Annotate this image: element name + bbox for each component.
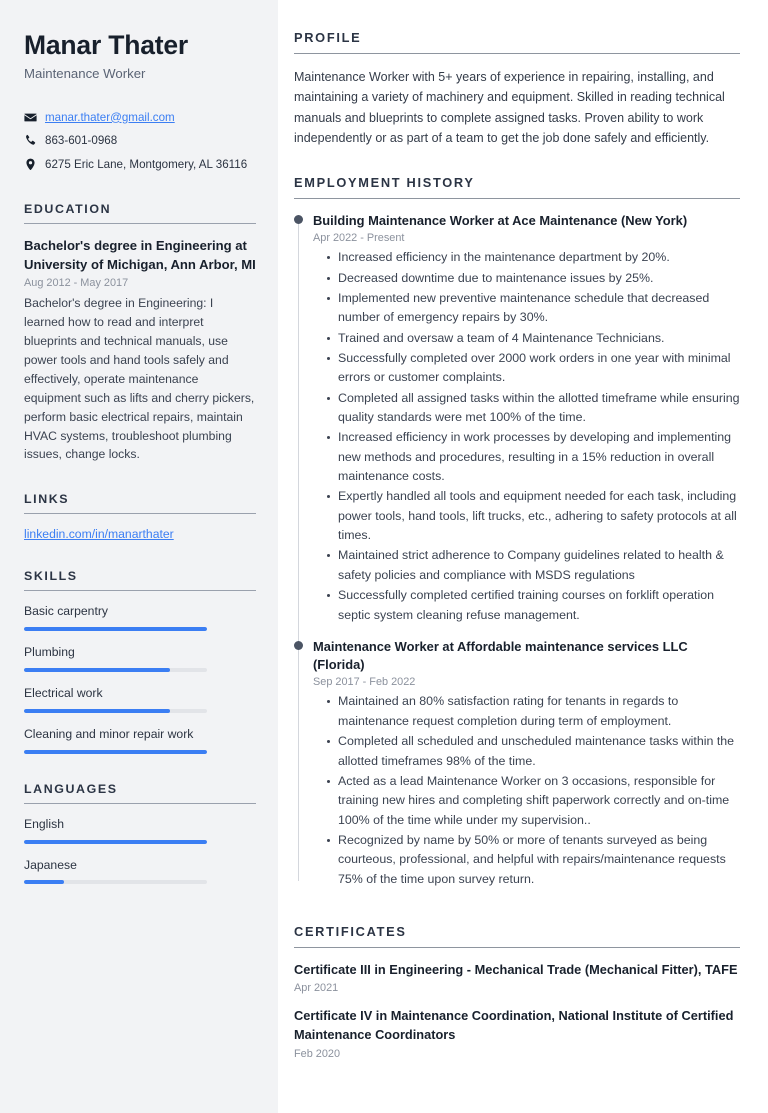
language-item (24, 817, 256, 844)
education-item-title: Bachelor's degree in Engineering at University of Michigan, Ann Arbor, MI (24, 238, 256, 272)
employment-bullet: Expertly handled all tools and equipment needed for each task, including power tools, hand tools, lift trucks, etc., adhering to safety protocols at all times. (338, 487, 740, 545)
certificate-title: Certificate IV in Maintenance Coordination, National Institute of Certified Maintenance Coordinators (294, 1008, 734, 1042)
skill-item (24, 727, 256, 754)
language-level-track (24, 880, 207, 884)
certificates-list (294, 961, 740, 1060)
education-item-description: Bachelor's degree in Engineering: I learned how to read and interpret blueprints and technical manuals, use power tools and hand tools safely and effectively, operate maintenance equipment such as lifts and cherry pickers, perform basic electrical repairs, maintain HVAC systems, troubleshoot plumbing issues, change locks. (24, 296, 255, 462)
skill-label: Plumbing (24, 645, 75, 660)
skill-level-fill (24, 627, 207, 631)
skill-level-fill (24, 668, 170, 672)
link-item-label[interactable]: linkedin.com/in/manarthater (24, 527, 174, 542)
skills-heading: SKILLS (24, 569, 78, 584)
employment-bullet: Increased efficiency in work processes by developing and implementing new methods and procedures, resulting in a 15% reduction in overall maintenance costs. (338, 428, 740, 486)
contact-row (24, 157, 256, 174)
employment-bullet: Acted as a lead Maintenance Worker on 3 occasions, responsible for training new hires and completing shift paperwork correctly and on-time 100% of the time while under my supervision.. (338, 772, 740, 830)
languages-divider (24, 803, 256, 804)
language-level-fill (24, 840, 207, 844)
certificate-title: Certificate III in Engineering - Mechanical Trade (Mechanical Fitter), TAFE (294, 961, 738, 977)
certificate-date: Feb 2020 (294, 1047, 341, 1060)
languages-heading: LANGUAGES (24, 781, 118, 796)
sidebar (0, 0, 278, 1113)
candidate-name: Manar Thater (24, 30, 189, 60)
employment-bullet: Recognized by name by 50% or more of tenants surveyed as being courteous, professional, and helpful with repairs/maintenance requests 75% of the time upon survey return. (338, 831, 740, 889)
employment-bullet: Decreased downtime due to maintenance issues by 25%. (338, 269, 740, 288)
skill-label: Cleaning and minor repair work (24, 726, 194, 741)
employment-job-title: Maintenance Worker at Affordable maintenance services LLC (Florida) (313, 638, 688, 673)
employment-job-bullets (313, 248, 740, 625)
skills-section (24, 569, 256, 753)
certificates-divider (294, 947, 740, 948)
languages-list (24, 817, 256, 885)
employment-bullet: Completed all scheduled and unscheduled maintenance tasks within the allotted timeframes 98% of the time. (338, 732, 740, 771)
employment-job (313, 638, 740, 889)
skill-level-track (24, 750, 207, 754)
language-item (24, 858, 256, 885)
language-label: English (24, 816, 64, 831)
employment-bullet: Successfully completed over 2000 work orders in one year with minimal errors or customer complaints. (338, 349, 740, 388)
language-level-track (24, 840, 207, 844)
employment-bullet: Implemented new preventive maintenance schedule that decreased number of emergency repairs by 30%. (338, 289, 740, 328)
employment-bullet: Trained and oversaw a team of 4 Maintenance Technicians. (338, 329, 740, 348)
phone-icon (24, 133, 45, 147)
education-item-date: Aug 2012 - May 2017 (24, 277, 129, 290)
education-heading: EDUCATION (24, 202, 112, 217)
link-item[interactable] (24, 527, 256, 541)
links-heading: LINKS (24, 492, 70, 507)
skill-label: Basic carpentry (24, 604, 108, 619)
employment-job-date: Sep 2017 - Feb 2022 (313, 676, 416, 689)
timeline-dot-icon (294, 215, 303, 224)
employment-job (313, 212, 740, 625)
skills-list (24, 604, 256, 753)
timeline-dot-icon (294, 641, 303, 650)
contact-row[interactable] (24, 110, 256, 127)
skills-divider (24, 590, 256, 591)
employment-section (294, 175, 740, 889)
employment-job-date: Apr 2022 - Present (313, 232, 405, 245)
skill-item (24, 686, 256, 713)
skill-level-fill (24, 709, 170, 713)
employment-job-title: Building Maintenance Worker at Ace Maintenance (New York) (313, 213, 688, 228)
certificate-item (294, 1007, 740, 1059)
education-list (24, 237, 256, 464)
language-label: Japanese (24, 857, 77, 872)
languages-section (24, 782, 256, 885)
employment-bullet: Successfully completed certified training courses on forklift operation septic system cleaning refuse management. (338, 586, 740, 625)
profile-heading: PROFILE (294, 30, 362, 45)
education-divider (24, 223, 256, 224)
certificates-section (294, 924, 740, 1060)
employment-heading: EMPLOYMENT HISTORY (294, 175, 475, 190)
employment-timeline (294, 212, 740, 889)
skill-level-track (24, 627, 207, 631)
education-section (24, 202, 256, 464)
employment-job-bullets (313, 692, 740, 888)
contact-row (24, 133, 256, 150)
contact-value: 863-601-0968 (45, 134, 118, 148)
skill-level-track (24, 709, 207, 713)
envelope-icon (24, 110, 45, 124)
contact-list (24, 110, 256, 174)
employment-divider (294, 198, 740, 199)
candidate-job-title: Maintenance Worker (24, 66, 146, 82)
profile-section (294, 30, 740, 148)
main-column (278, 0, 768, 1113)
profile-divider (294, 53, 740, 54)
employment-bullet: Maintained an 80% satisfaction rating for tenants in regards to maintenance request completion during term of employment. (338, 692, 740, 731)
employment-bullet: Maintained strict adherence to Company guidelines related to health & safety policies and compliance with MSDS regulations (338, 546, 740, 585)
contact-email-link[interactable]: manar.thater@gmail.com (45, 110, 175, 124)
certificates-heading: CERTIFICATES (294, 923, 407, 939)
links-list (24, 527, 256, 541)
location-pin-icon (24, 157, 45, 171)
certificate-item (294, 961, 740, 995)
employment-bullet: Completed all assigned tasks within the allotted timeframe while ensuring quality standards were met 100% of the time. (338, 389, 740, 428)
spacer (294, 902, 740, 924)
skill-item (24, 604, 256, 631)
language-level-fill (24, 880, 64, 884)
skill-level-track (24, 668, 207, 672)
skill-label: Electrical work (24, 686, 103, 701)
links-section (24, 492, 256, 541)
spacer (294, 153, 740, 175)
education-item (24, 237, 256, 464)
certificate-date: Apr 2021 (294, 982, 339, 995)
links-divider (24, 513, 256, 514)
contact-value: 6275 Eric Lane, Montgomery, AL 36116 (45, 158, 248, 172)
skill-item (24, 645, 256, 672)
skill-level-fill (24, 750, 207, 754)
employment-bullet: Increased efficiency in the maintenance department by 20%. (338, 248, 740, 267)
profile-text: Maintenance Worker with 5+ years of experience in repairing, installing, and maintaining a variety of machinery and equipment. Skilled in reading technical manuals and blueprints to complete assigned tasks. Proven ability to work independently or as part of a team to get the job done safely and efficiently. (294, 70, 725, 145)
